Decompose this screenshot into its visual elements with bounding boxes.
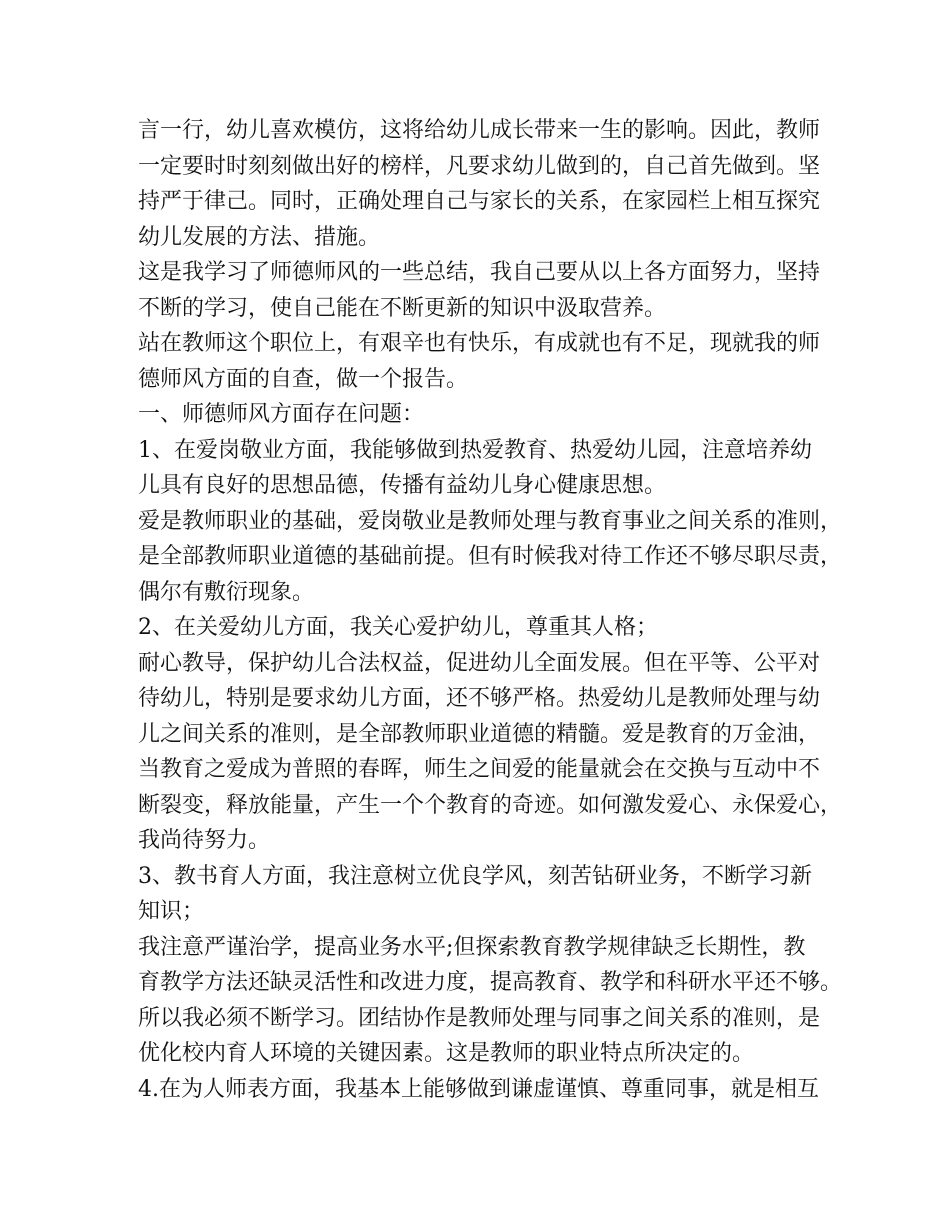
text-line: 3、教书育人方面，我注意树立优良学风，刻苦钻研业务，不断学习新	[138, 863, 812, 889]
text-line: 4.在为人师表方面，我基本上能够做到谦虚谨慎、尊重同事，就是相互	[138, 1076, 819, 1102]
text-line: 不断的学习，使自己能在不断更新的知识中汲取营养。	[138, 295, 667, 321]
text-line: 2、在关爱幼儿方面，我关心爱护幼儿，尊重其人格；	[138, 615, 658, 640]
text-line: 儿之间关系的准则，是全部教师职业道德的精髓。爱是教育的万金油，	[138, 721, 821, 747]
text-line: 幼儿发展的方法、措施。	[138, 224, 381, 250]
text-line: 耐心教导，保护幼儿合法权益，促进幼儿全面发展。但在平等、公平对	[138, 650, 821, 676]
text-line: 一定要时时刻刻做出好的榜样，凡要求幼儿做到的，自己首先做到。坚	[138, 153, 821, 179]
document-body	[138, 113, 843, 1107]
text-line: 我注意严谨治学，提高业务水平;但探索教育教学规律缺乏长期性，教	[138, 934, 806, 960]
text-line: 1、在爱岗敬业方面，我能够做到热爱教育、热爱幼儿园，注意培养幼	[138, 437, 812, 463]
text-line: 优化校内育人环境的关键因素。这是教师的职业特点所决定的。	[138, 1041, 755, 1066]
text-line: 站在教师这个职位上，有艰辛也有快乐，有成就也有不足，现就我的师	[138, 331, 821, 356]
text-line: 持严于律己。同时，正确处理自己与家长的关系，在家园栏上相互探究	[138, 189, 821, 214]
text-line: 育教学方法还缺灵活性和改进力度，提高教育、教学和科研水平还不够。	[138, 970, 843, 995]
text-line: 一、师德师风方面存在问题：	[138, 402, 425, 427]
text-line: 知识；	[138, 899, 205, 924]
text-line: 儿具有良好的思想品德，传播有益幼儿身心健康思想。	[138, 473, 667, 498]
text-line: 待幼儿，特别是要求幼儿方面，还不够严格。热爱幼儿是教师处理与幼	[138, 686, 821, 711]
text-line: 言一行，幼儿喜欢模仿，这将给幼儿成长带来一生的影响。因此，教师	[138, 118, 821, 143]
text-line: 断裂变，释放能量，产生一个个教育的奇迹。如何激发爱心、永保爱心，	[138, 792, 843, 818]
text-line: 这是我学习了师德师风的一些总结，我自己要从以上各方面努力，坚持	[138, 260, 821, 285]
text-line: 爱是教师职业的基础，爱岗敬业是教师处理与教育事业之间关系的准则，	[138, 508, 843, 534]
text-line: 我尚待努力。	[138, 828, 271, 853]
text-line: 偶尔有敷衍现象。	[138, 579, 315, 605]
text-line: 当教育之爱成为普照的春晖，师生之间爱的能量就会在交换与互动中不	[138, 757, 821, 782]
text-line: 德师风方面的自查，做一个报告。	[138, 366, 469, 392]
text-line: 是全部教师职业道德的基础前提。但有时候我对待工作还不够尽职尽责，	[138, 544, 843, 569]
text-line: 所以我必须不断学习。团结协作是教师处理与同事之间关系的准则，是	[138, 1005, 821, 1031]
